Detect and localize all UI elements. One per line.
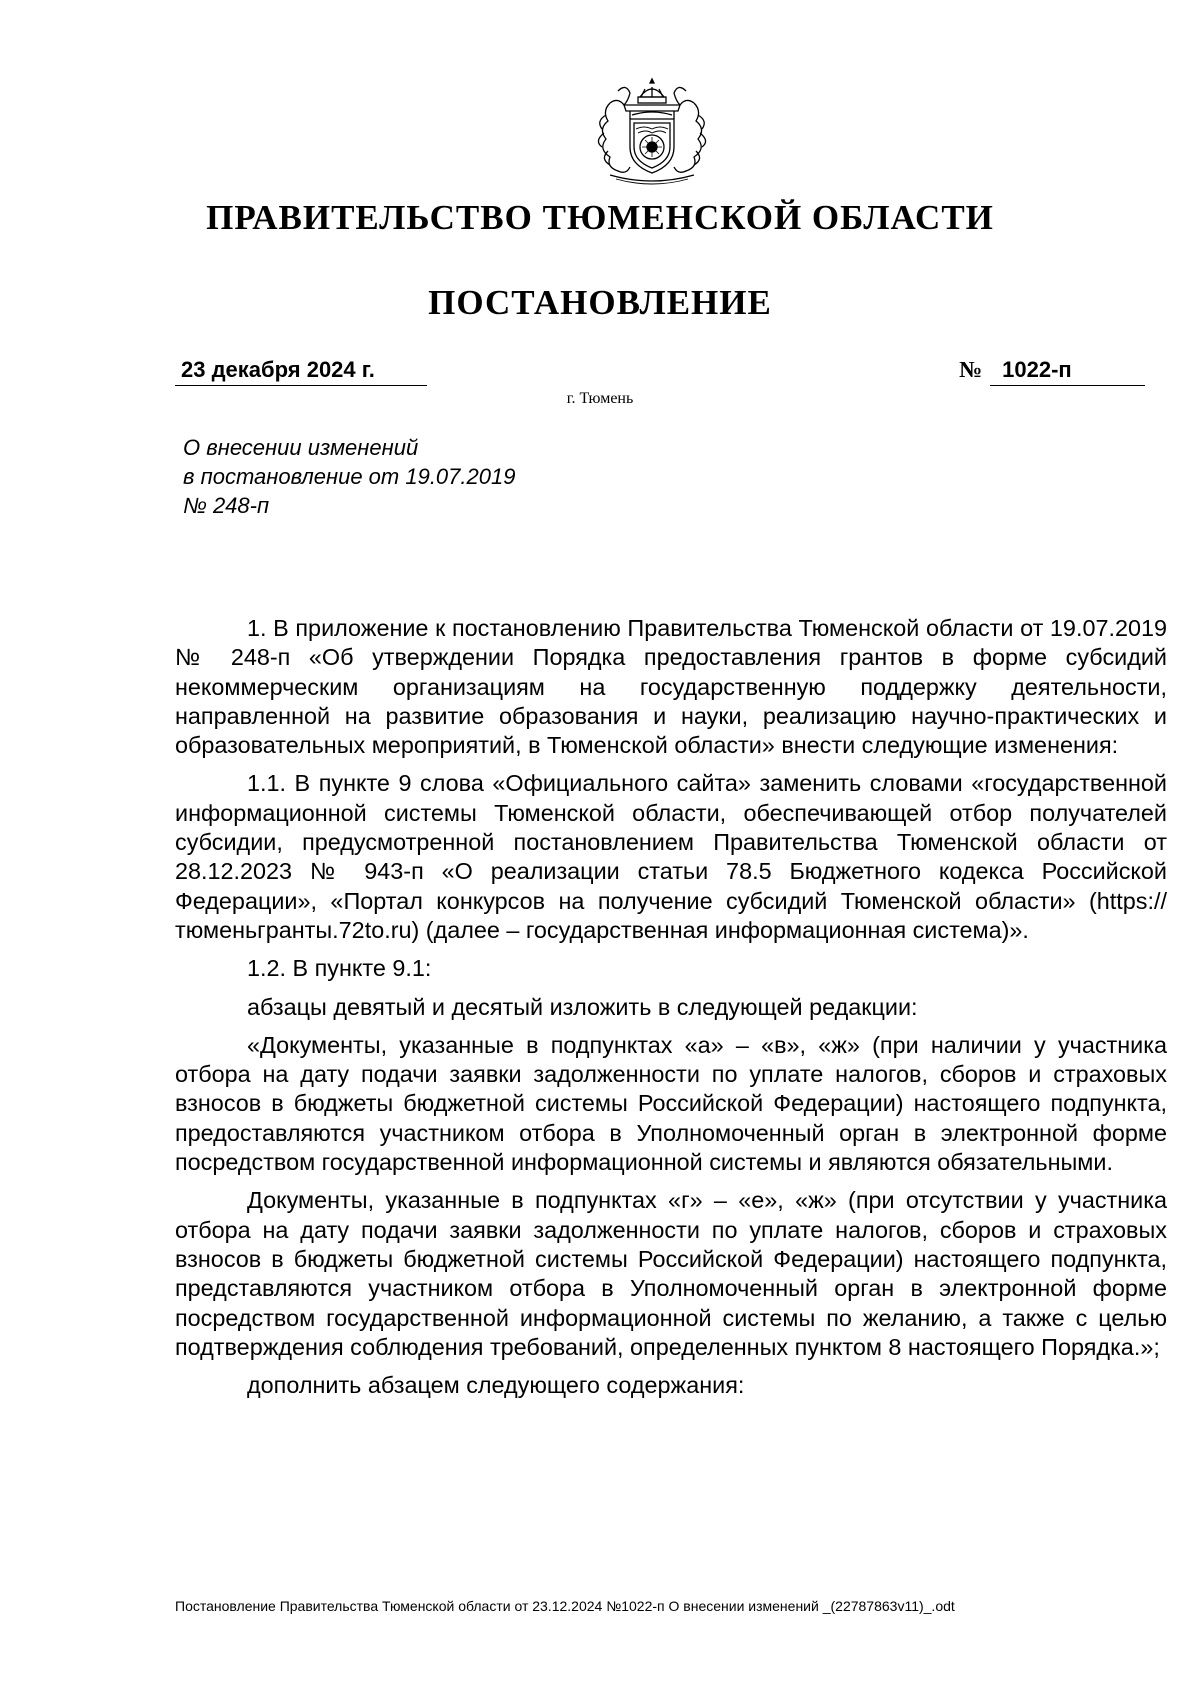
- subject-line: в постановление от 19.07.2019: [183, 464, 516, 489]
- document-date: [175, 355, 427, 386]
- subject-line: № 248-п: [183, 493, 270, 518]
- body-paragraph: Документы, указанные в подпунктах «г» – «е», «ж» (при отсутствии у участника отбора на дату подачи заявки задолженности по уплате налогов, сборов и страховых взносов в бюджеты бюджетной системы Российской Федерации) настоящего подпункта, представляются участником отбора в Уполномоченный орган в электронной форме посредством государственной информационной системы по желанию, а также с целью подтверждения соблюдения требований, определенных пунктом 8 настоящего Порядка.»;: [175, 1187, 1167, 1360]
- document-type: ПОСТАНОВЛЕНИЕ: [428, 283, 772, 322]
- issue-city: г. Тюмень: [566, 390, 634, 407]
- subject-line: О внесении изменений: [183, 435, 419, 460]
- government-title: ПРАВИТЕЛЬСТВО ТЮМЕНСКОЙ ОБЛАСТИ: [206, 198, 994, 237]
- document-body: [175, 614, 1167, 1409]
- body-paragraph: абзацы девятый и десятый изложить в следующей редакции:: [247, 993, 918, 1020]
- body-paragraph: дополнить абзацем следующего содержания:: [247, 1372, 745, 1399]
- document-date-value: 23 декабря 2024 г.: [181, 357, 375, 382]
- document-number-value: 1022-п: [990, 355, 1145, 386]
- coat-of-arms-icon: [588, 75, 716, 185]
- body-paragraph: 1. В приложение к постановлению Правительства Тюменской области от 19.07.2019 № 248-п «Об утверждении Порядка предоставления грантов в форме субсидий некоммерческим организациям на государственную поддержку деятельности, направленной на развитие образования и науки, реализацию научно-практических и образовательных мероприятий, в Тюменской области» внести следующие изменения:: [175, 615, 1167, 759]
- body-paragraph: «Документы, указанные в подпунктах «а» – «в», «ж» (при наличии у участника отбора на дату подачи заявки задолженности по уплате налогов, сборов и страховых взносов в бюджеты бюджетной системы Российской Федерации) настоящего подпункта, предоставляются участником отбора в Уполномоченный орган в электронной форме посредством государственной информационной системы и являются обязательными.: [175, 1031, 1167, 1176]
- document-number: [959, 355, 1145, 385]
- body-paragraph: 1.1. В пункте 9 слова «Официального сайта» заменить словами «государственной информационной системы Тюменской области, обеспечивающей отбор получателей субсидии, предусмотренной постановлением Правительства Тюменской области от 28.12.2023 № 943-п «О реализации статьи 78.5 Бюджетного кодекса Российской Федерации», «Портал конкурсов на получение субсидий Тюменской области» (https://тюменьгранты.72to.ru) (далее – государственная информационная система)».: [175, 770, 1167, 943]
- page-footer: Постановление Правительства Тюменской области от 23.12.2024 №1022-п О внесении изменений _(22787863v11)_.odt: [175, 1598, 955, 1614]
- number-sign: №: [959, 357, 983, 382]
- body-paragraph: 1.2. В пункте 9.1:: [247, 955, 432, 982]
- document-subject: [183, 433, 515, 520]
